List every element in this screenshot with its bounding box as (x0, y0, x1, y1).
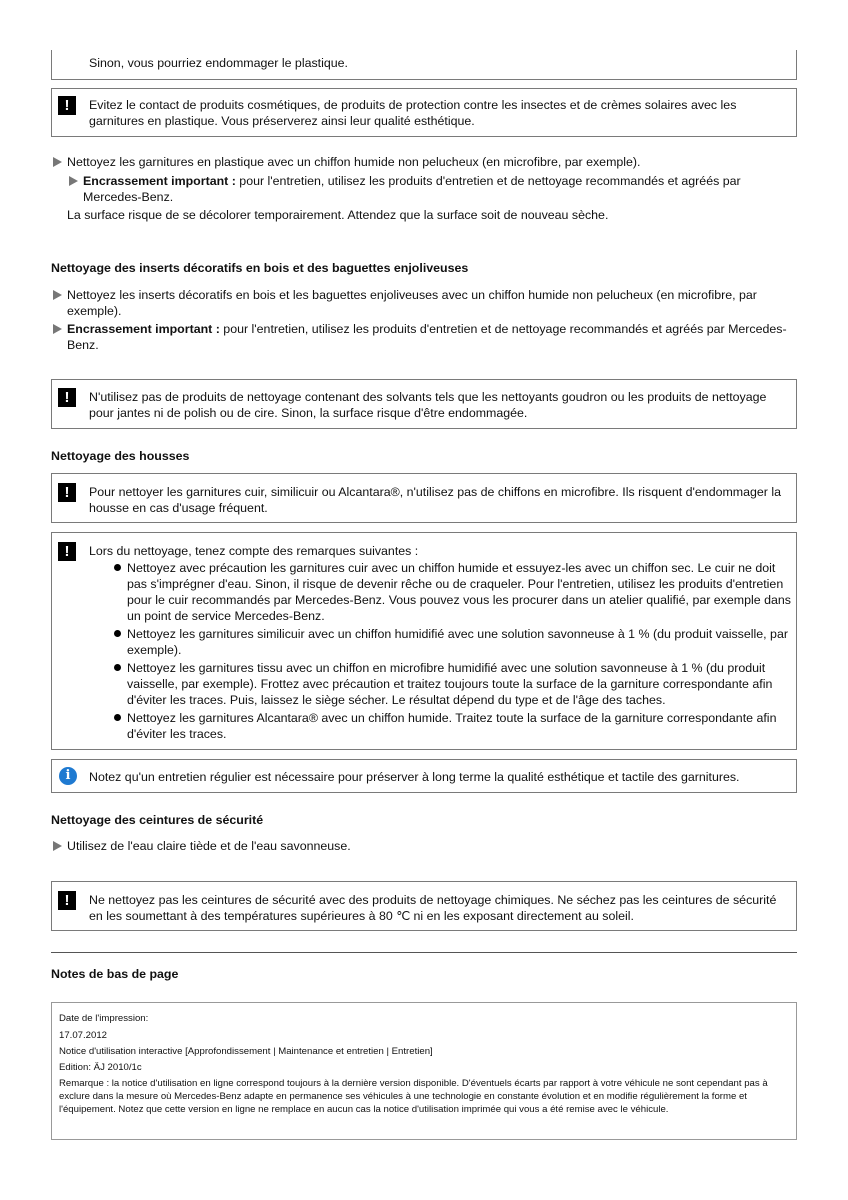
triangle-arrow-icon (53, 290, 62, 300)
top-box-text: Sinon, vous pourriez endommager le plastique. (89, 56, 348, 70)
triangle-arrow-icon (53, 324, 62, 334)
list-item: Nettoyez les garnitures tissu avec un chiffon en microfibre humidifié avec une solution savonneuse à 1 % (du produit vaisselle, par exemple). Frottez avec précaution et traitez toujours toute la surface de la garniture correspondante afin d'éviter les traces. Puis, laissez le siège sécher. Le résultat dépend du type et de l'âge des taches. (127, 661, 773, 707)
warning-text: Pour nettoyer les garnitures cuir, similicuir ou Alcantara®, n'utilisez pas de chiffons en microfibre. Ils risquent d'endommager la housse en cas d'usage fréquent. (89, 485, 781, 515)
triangle-arrow-icon (53, 841, 62, 851)
list-item: Nettoyez les garnitures similicuir avec un chiffon humidifié avec une solution savonneuse à 1 % (du produit vaisselle, par exemple). (127, 627, 788, 657)
print-date: 17.07.2012 (59, 1030, 108, 1041)
warning-intro: Lors du nettoyage, tenez compte des remarques suivantes : (89, 544, 419, 558)
list-item: Nettoyez avec précaution les garnitures cuir avec un chiffon humide et essuyez-les avec un chiffon sec. Le cuir ne doit pas s'imprégner d'eau. Sinon, il risque de devenir rêche ou de craqueler. Pour l'entretien, utilisez les produits d'entretien pour le cuir recommandés par Mercedes-Benz. Vous pouvez vous les procurer dans un atelier qualifié, par exemple dans un point de service Mercedes-Benz. (127, 561, 791, 623)
list-item: Nettoyez les garnitures Alcantara® avec un chiffon humide. Traitez toute la surface de la garniture correspondante afin d'éviter les traces. (127, 711, 777, 741)
bullet-dot-icon (114, 664, 121, 671)
section-heading-wood: Nettoyage des inserts décoratifs en bois et des baguettes enjoliveuses (51, 261, 469, 275)
exclamation-icon: ! (58, 542, 76, 561)
triangle-arrow-icon (69, 176, 78, 186)
warning-box-belts (51, 881, 797, 931)
top-continuation-box (51, 50, 797, 80)
exclamation-icon: ! (58, 388, 76, 407)
info-box-maintenance (51, 759, 797, 793)
warning-text: Ne nettoyez pas les ceintures de sécurité avec des produits de nettoyage chimiques. Ne séchez pas les ceintures de sécurité en les soumettant à des températures supérieures à 80 ℃ ni en les exposant directement au soleil. (89, 893, 777, 923)
edition: Edition: ÄJ 2010/1c (59, 1062, 142, 1073)
exclamation-icon: ! (58, 891, 76, 910)
warning-box-solvents (51, 379, 797, 429)
step-plastic-clean: Nettoyez les garnitures en plastique avec un chiffon humide non pelucheux (en microfibre, par exemple). (67, 155, 641, 169)
triangle-arrow-icon (53, 157, 62, 167)
divider (51, 952, 797, 953)
section-heading-belts: Nettoyage des ceintures de sécurité (51, 813, 264, 827)
step-bold-label: Encrassement important : (67, 322, 220, 336)
step-wood-heavy-dirt (67, 321, 792, 353)
remark: Remarque : la notice d'utilisation en ligne correspond toujours à la dernière version disponible. D'éventuels écarts par rapport à votre véhicule ne sont cependant pas à exclure dans la mesure où Mercedes-Benz adapte en permanence ses véhicules à une technologie en constante évolution et en modifie régulièrement la forme et l'équipement. Notez que cette version en ligne ne remplace en aucun cas la notice d'utilisation imprimée qui vous a été remise avec le véhicule. (59, 1078, 768, 1115)
info-text: Notez qu'un entretien régulier est nécessaire pour préserver à long terme la qualité esthétique et tactile des garnitures. (89, 770, 740, 784)
exclamation-icon: ! (58, 483, 76, 502)
step-plastic-heavy-dirt (83, 173, 783, 205)
exclamation-icon: ! (58, 96, 76, 115)
step-belts-clean: Utilisez de l'eau claire tiède et de l'eau savonneuse. (67, 839, 351, 853)
step-text: pour l'entretien, utilisez les produits d'entretien et de nettoyage recommandés et agréés par Mercedes-Benz. (67, 322, 787, 352)
footnotes-heading: Notes de bas de page (51, 967, 179, 981)
info-icon: i (59, 767, 77, 785)
plastic-note: La surface risque de se décolorer temporairement. Attendez que la surface soit de nouveau sèche. (67, 208, 609, 222)
step-bold-label: Encrassement important : (83, 174, 236, 188)
step-wood-clean: Nettoyez les inserts décoratifs en bois et les baguettes enjoliveuses avec un chiffon humide non pelucheux (en microfibre, par exemple). (67, 288, 757, 318)
warning-text: N'utilisez pas de produits de nettoyage contenant des solvants tels que les nettoyants goudron ou les produits de nettoyage pour jantes ni de polish ou de cire. Sinon, la surface risque d'être endommagée. (89, 390, 767, 420)
warning-box-cleaning-remarks (51, 532, 797, 750)
notice-path: Notice d'utilisation interactive [Approfondissement | Maintenance et entretien | Entretien] (59, 1046, 433, 1057)
print-date-label: Date de l'impression: (59, 1013, 149, 1024)
bullet-dot-icon (114, 564, 121, 571)
warning-box-microfibre (51, 473, 797, 523)
warning-box-plastic (51, 88, 797, 137)
footnotes-box (51, 1002, 797, 1140)
step-text: pour l'entretien, utilisez les produits d'entretien et de nettoyage recommandés et agréés par Mercedes-Benz. (83, 174, 741, 204)
bullet-dot-icon (114, 714, 121, 721)
warning-text: Evitez le contact de produits cosmétiques, de produits de protection contre les insectes et de crèmes solaires avec les garnitures en plastique. Vous préserverez ainsi leur qualité esthétique. (89, 98, 737, 128)
bullet-dot-icon (114, 630, 121, 637)
section-heading-covers: Nettoyage des housses (51, 449, 190, 463)
